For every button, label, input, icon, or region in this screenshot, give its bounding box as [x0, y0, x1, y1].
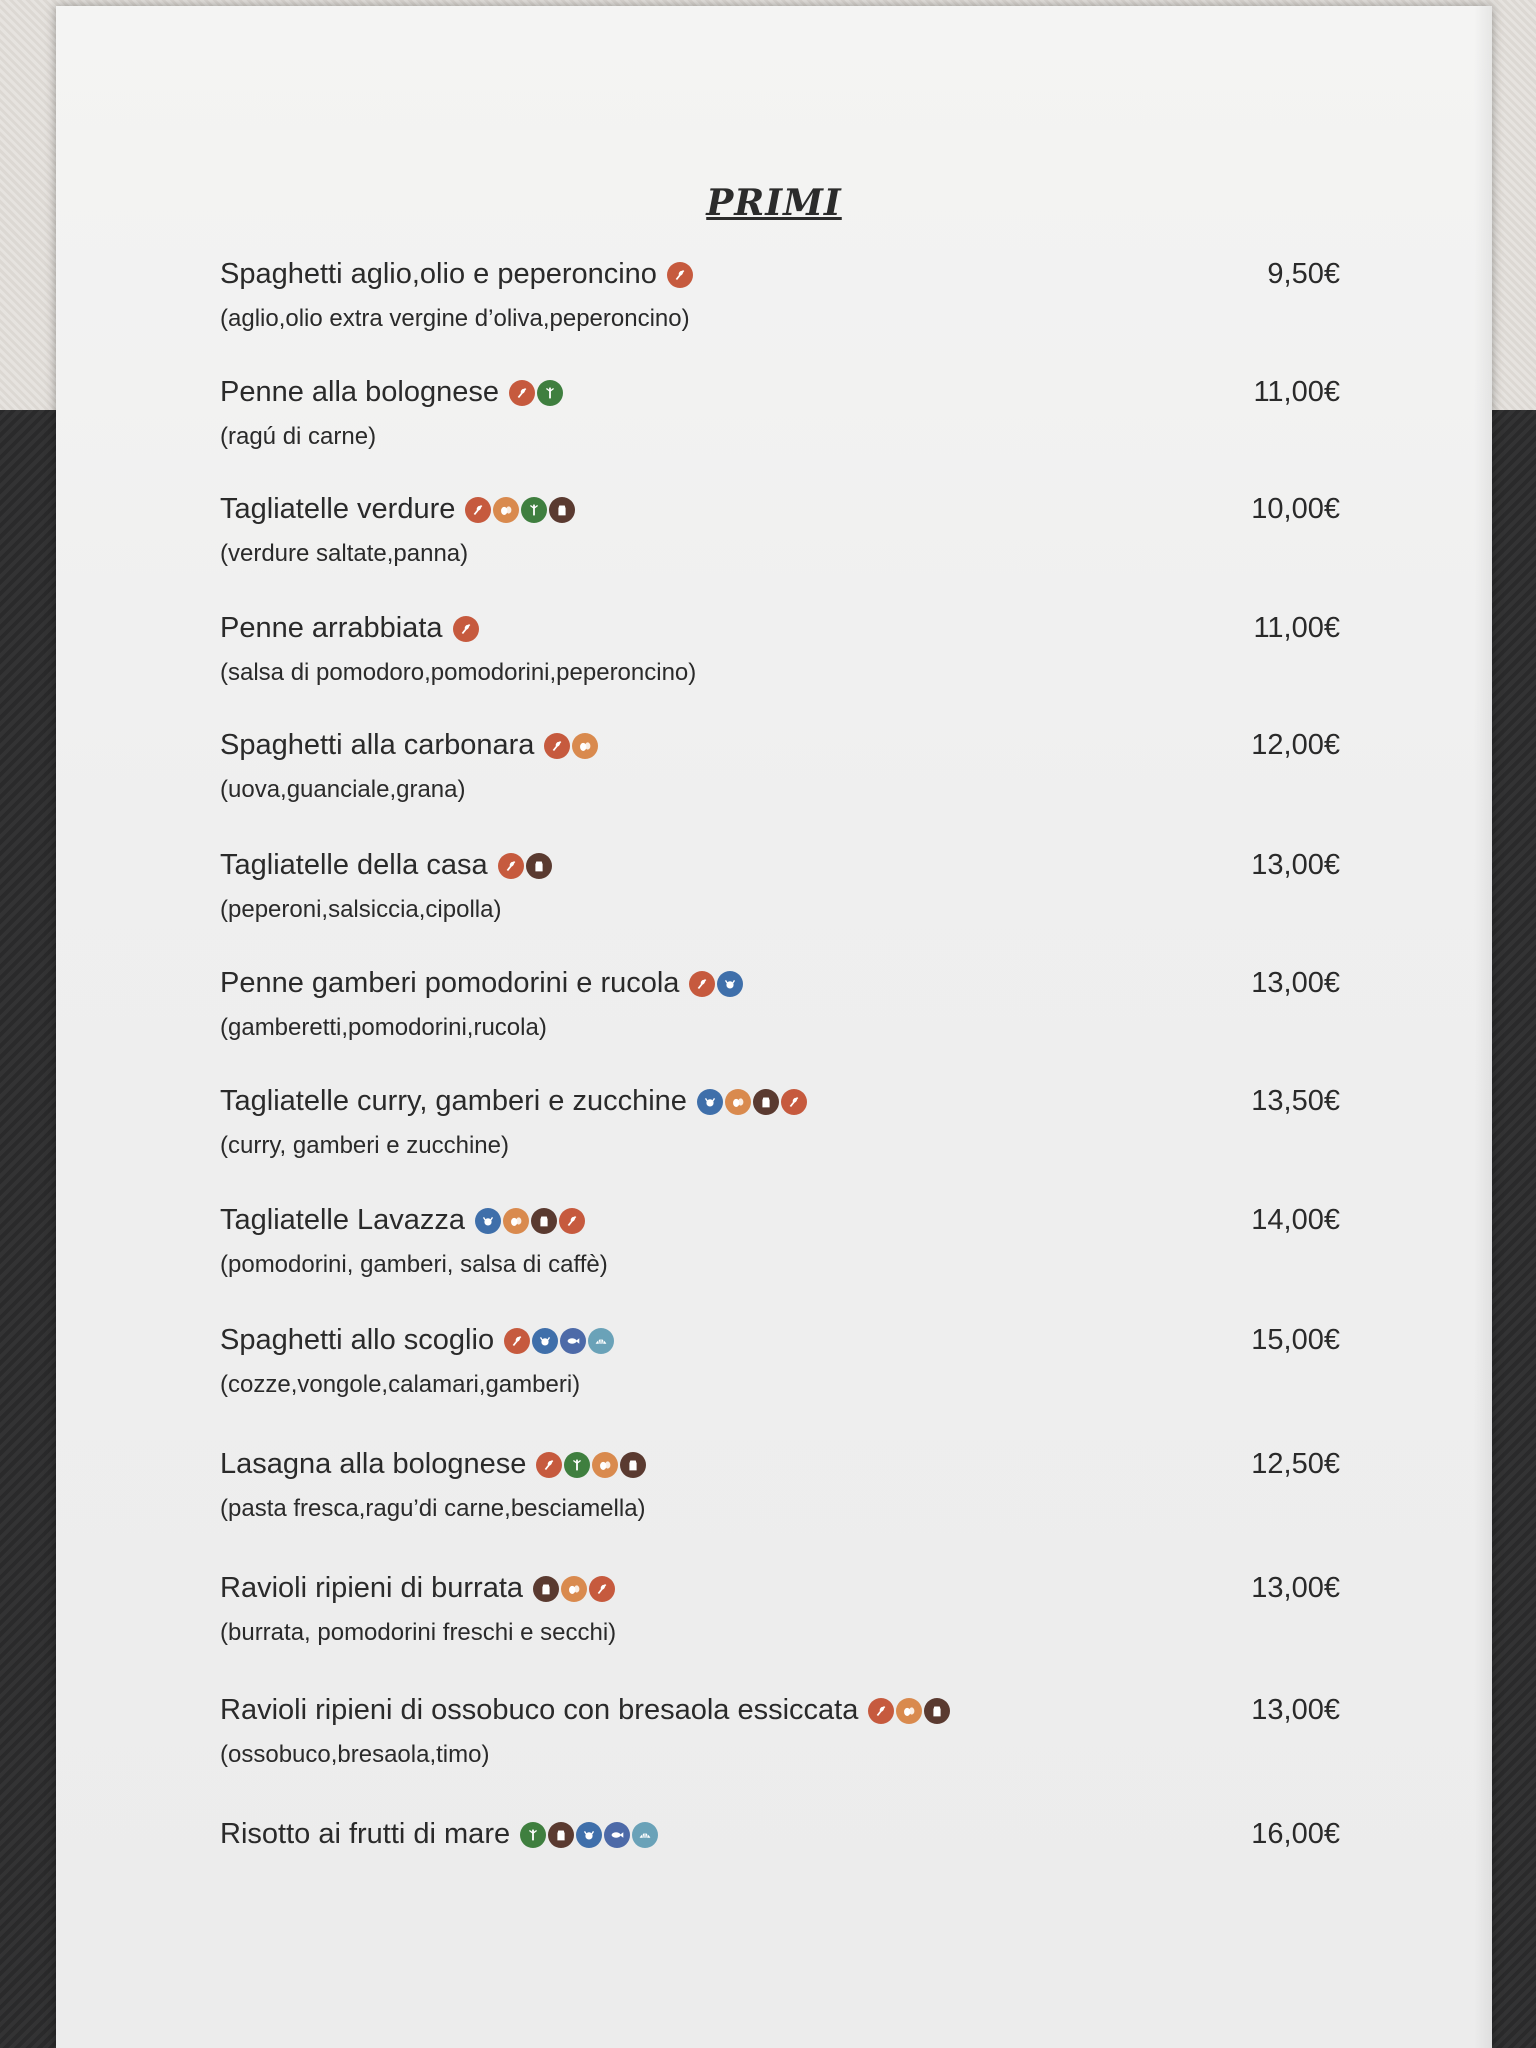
- milk-allergen-icon: [526, 853, 552, 879]
- allergen-icons: [868, 1698, 950, 1724]
- item-name-line: [220, 1694, 950, 1727]
- item-price: 15,00€: [1251, 1324, 1340, 1356]
- allergen-icons: [689, 971, 743, 997]
- crustaceans-allergen-icon: [532, 1328, 558, 1354]
- item-name: Ravioli ripieni di ossobuco con bresaola essiccata: [220, 1694, 859, 1726]
- allergen-icons: [475, 1208, 585, 1234]
- allergen-icons: [520, 1822, 658, 1848]
- item-description: (cozze,vongole,calamari,gamberi): [220, 1371, 581, 1398]
- menu-item: [220, 1572, 1340, 1672]
- paper-edge-shadow: [1474, 6, 1492, 2048]
- item-price: 13,00€: [1251, 967, 1340, 999]
- eggs-allergen-icon: [896, 1698, 922, 1724]
- item-name: Ravioli ripieni di burrata: [220, 1572, 524, 1604]
- crustaceans-allergen-icon: [697, 1089, 723, 1115]
- milk-allergen-icon: [620, 1452, 646, 1478]
- item-name: Penne alla bolognese: [220, 376, 499, 408]
- item-name: Tagliatelle Lavazza: [220, 1204, 466, 1236]
- menu-item: [220, 1204, 1340, 1304]
- item-description: (aglio,olio extra vergine d’oliva,peperoncino): [220, 305, 690, 332]
- allergen-icons: [504, 1328, 614, 1354]
- menu-item: [220, 1085, 1340, 1185]
- menu-item: [220, 967, 1340, 1067]
- allergen-icons: [498, 853, 552, 879]
- fish-allergen-icon: [604, 1822, 630, 1848]
- menu-sheet: [56, 6, 1492, 2048]
- crustaceans-allergen-icon: [576, 1822, 602, 1848]
- item-description: (uova,guanciale,grana): [220, 776, 466, 803]
- item-price: 12,00€: [1251, 729, 1340, 761]
- eggs-allergen-icon: [572, 733, 598, 759]
- item-name-line: [220, 1204, 585, 1237]
- fish-allergen-icon: [560, 1328, 586, 1354]
- item-price: 11,00€: [1253, 612, 1340, 644]
- item-description: (ragú di carne): [220, 423, 377, 450]
- menu-item: [220, 729, 1340, 829]
- allergen-icons: [697, 1089, 807, 1115]
- menu-item: [220, 1818, 1340, 1918]
- menu-item: [220, 1324, 1340, 1424]
- eggs-allergen-icon: [725, 1089, 751, 1115]
- item-description: (salsa di pomodoro,pomodorini,peperoncino): [220, 659, 697, 686]
- item-price: 13,00€: [1251, 1572, 1340, 1604]
- crustaceans-allergen-icon: [475, 1208, 501, 1234]
- allergen-icons: [533, 1576, 615, 1602]
- menu-item: [220, 258, 1340, 358]
- menu-item: [220, 493, 1340, 593]
- item-description: (burrata, pomodorini freschi e secchi): [220, 1619, 617, 1646]
- milk-allergen-icon: [548, 1822, 574, 1848]
- celery-allergen-icon: [537, 380, 563, 406]
- item-name-line: [220, 612, 479, 645]
- item-name-line: [220, 1818, 658, 1851]
- item-name-line: [220, 1572, 615, 1605]
- item-price: 16,00€: [1251, 1818, 1340, 1850]
- menu-item: [220, 612, 1340, 712]
- celery-allergen-icon: [520, 1822, 546, 1848]
- item-description: (pasta fresca,ragu’di carne,besciamella): [220, 1495, 646, 1522]
- item-name-line: [220, 376, 563, 409]
- item-price: 12,50€: [1251, 1448, 1340, 1480]
- item-name: Penne arrabbiata: [220, 612, 443, 644]
- item-price: 10,00€: [1251, 493, 1340, 525]
- gluten-allergen-icon: [559, 1208, 585, 1234]
- gluten-allergen-icon: [589, 1576, 615, 1602]
- item-name: Lasagna alla bolognese: [220, 1448, 527, 1480]
- item-description: (peperoni,salsiccia,cipolla): [220, 896, 502, 923]
- gluten-allergen-icon: [868, 1698, 894, 1724]
- menu-item: [220, 376, 1340, 476]
- menu-item: [220, 1694, 1340, 1794]
- allergen-icons: [453, 616, 479, 642]
- gluten-allergen-icon: [498, 853, 524, 879]
- item-name: Risotto ai frutti di mare: [220, 1818, 511, 1850]
- milk-allergen-icon: [549, 497, 575, 523]
- allergen-icons: [536, 1452, 646, 1478]
- item-name-line: [220, 493, 575, 526]
- item-price: 13,00€: [1251, 849, 1340, 881]
- menu-item: [220, 1448, 1340, 1548]
- celery-allergen-icon: [521, 497, 547, 523]
- item-price: 14,00€: [1251, 1204, 1340, 1236]
- gluten-allergen-icon: [504, 1328, 530, 1354]
- item-name-line: [220, 1448, 646, 1481]
- gluten-allergen-icon: [465, 497, 491, 523]
- allergen-icons: [544, 733, 598, 759]
- menu-item: [220, 849, 1340, 949]
- item-description: (pomodorini, gamberi, salsa di caffè): [220, 1251, 608, 1278]
- crustaceans-allergen-icon: [717, 971, 743, 997]
- gluten-allergen-icon: [509, 380, 535, 406]
- item-name: Tagliatelle della casa: [220, 849, 488, 881]
- section-title: PRIMI: [706, 182, 842, 224]
- gluten-allergen-icon: [544, 733, 570, 759]
- milk-allergen-icon: [924, 1698, 950, 1724]
- item-name: Tagliatelle curry, gamberi e zucchine: [220, 1085, 687, 1117]
- gluten-allergen-icon: [667, 262, 693, 288]
- eggs-allergen-icon: [592, 1452, 618, 1478]
- item-name-line: [220, 849, 552, 882]
- gluten-allergen-icon: [536, 1452, 562, 1478]
- item-price: 9,50€: [1267, 258, 1340, 290]
- item-name: Penne gamberi pomodorini e rucola: [220, 967, 680, 999]
- milk-allergen-icon: [753, 1089, 779, 1115]
- item-name-line: [220, 729, 598, 762]
- item-price: 13,00€: [1251, 1694, 1340, 1726]
- item-description: (curry, gamberi e zucchine): [220, 1132, 509, 1159]
- allergen-icons: [465, 497, 575, 523]
- milk-allergen-icon: [531, 1208, 557, 1234]
- item-name: Spaghetti aglio,olio e peperoncino: [220, 258, 657, 290]
- eggs-allergen-icon: [561, 1576, 587, 1602]
- item-name-line: [220, 1324, 614, 1357]
- celery-allergen-icon: [564, 1452, 590, 1478]
- eggs-allergen-icon: [493, 497, 519, 523]
- item-name-line: [220, 1085, 807, 1118]
- item-price: 11,00€: [1253, 376, 1340, 408]
- item-description: (gamberetti,pomodorini,rucola): [220, 1014, 547, 1041]
- molluscs-allergen-icon: [588, 1328, 614, 1354]
- item-description: (verdure saltate,panna): [220, 540, 469, 567]
- item-name: Spaghetti alla carbonara: [220, 729, 535, 761]
- item-name-line: [220, 258, 693, 291]
- gluten-allergen-icon: [689, 971, 715, 997]
- allergen-icons: [667, 262, 693, 288]
- gluten-allergen-icon: [453, 616, 479, 642]
- item-name: Tagliatelle verdure: [220, 493, 456, 525]
- item-price: 13,50€: [1251, 1085, 1340, 1117]
- item-name: Spaghetti allo scoglio: [220, 1324, 495, 1356]
- molluscs-allergen-icon: [632, 1822, 658, 1848]
- milk-allergen-icon: [533, 1576, 559, 1602]
- allergen-icons: [509, 380, 563, 406]
- eggs-allergen-icon: [503, 1208, 529, 1234]
- item-description: (ossobuco,bresaola,timo): [220, 1741, 490, 1768]
- item-name-line: [220, 967, 743, 1000]
- gluten-allergen-icon: [781, 1089, 807, 1115]
